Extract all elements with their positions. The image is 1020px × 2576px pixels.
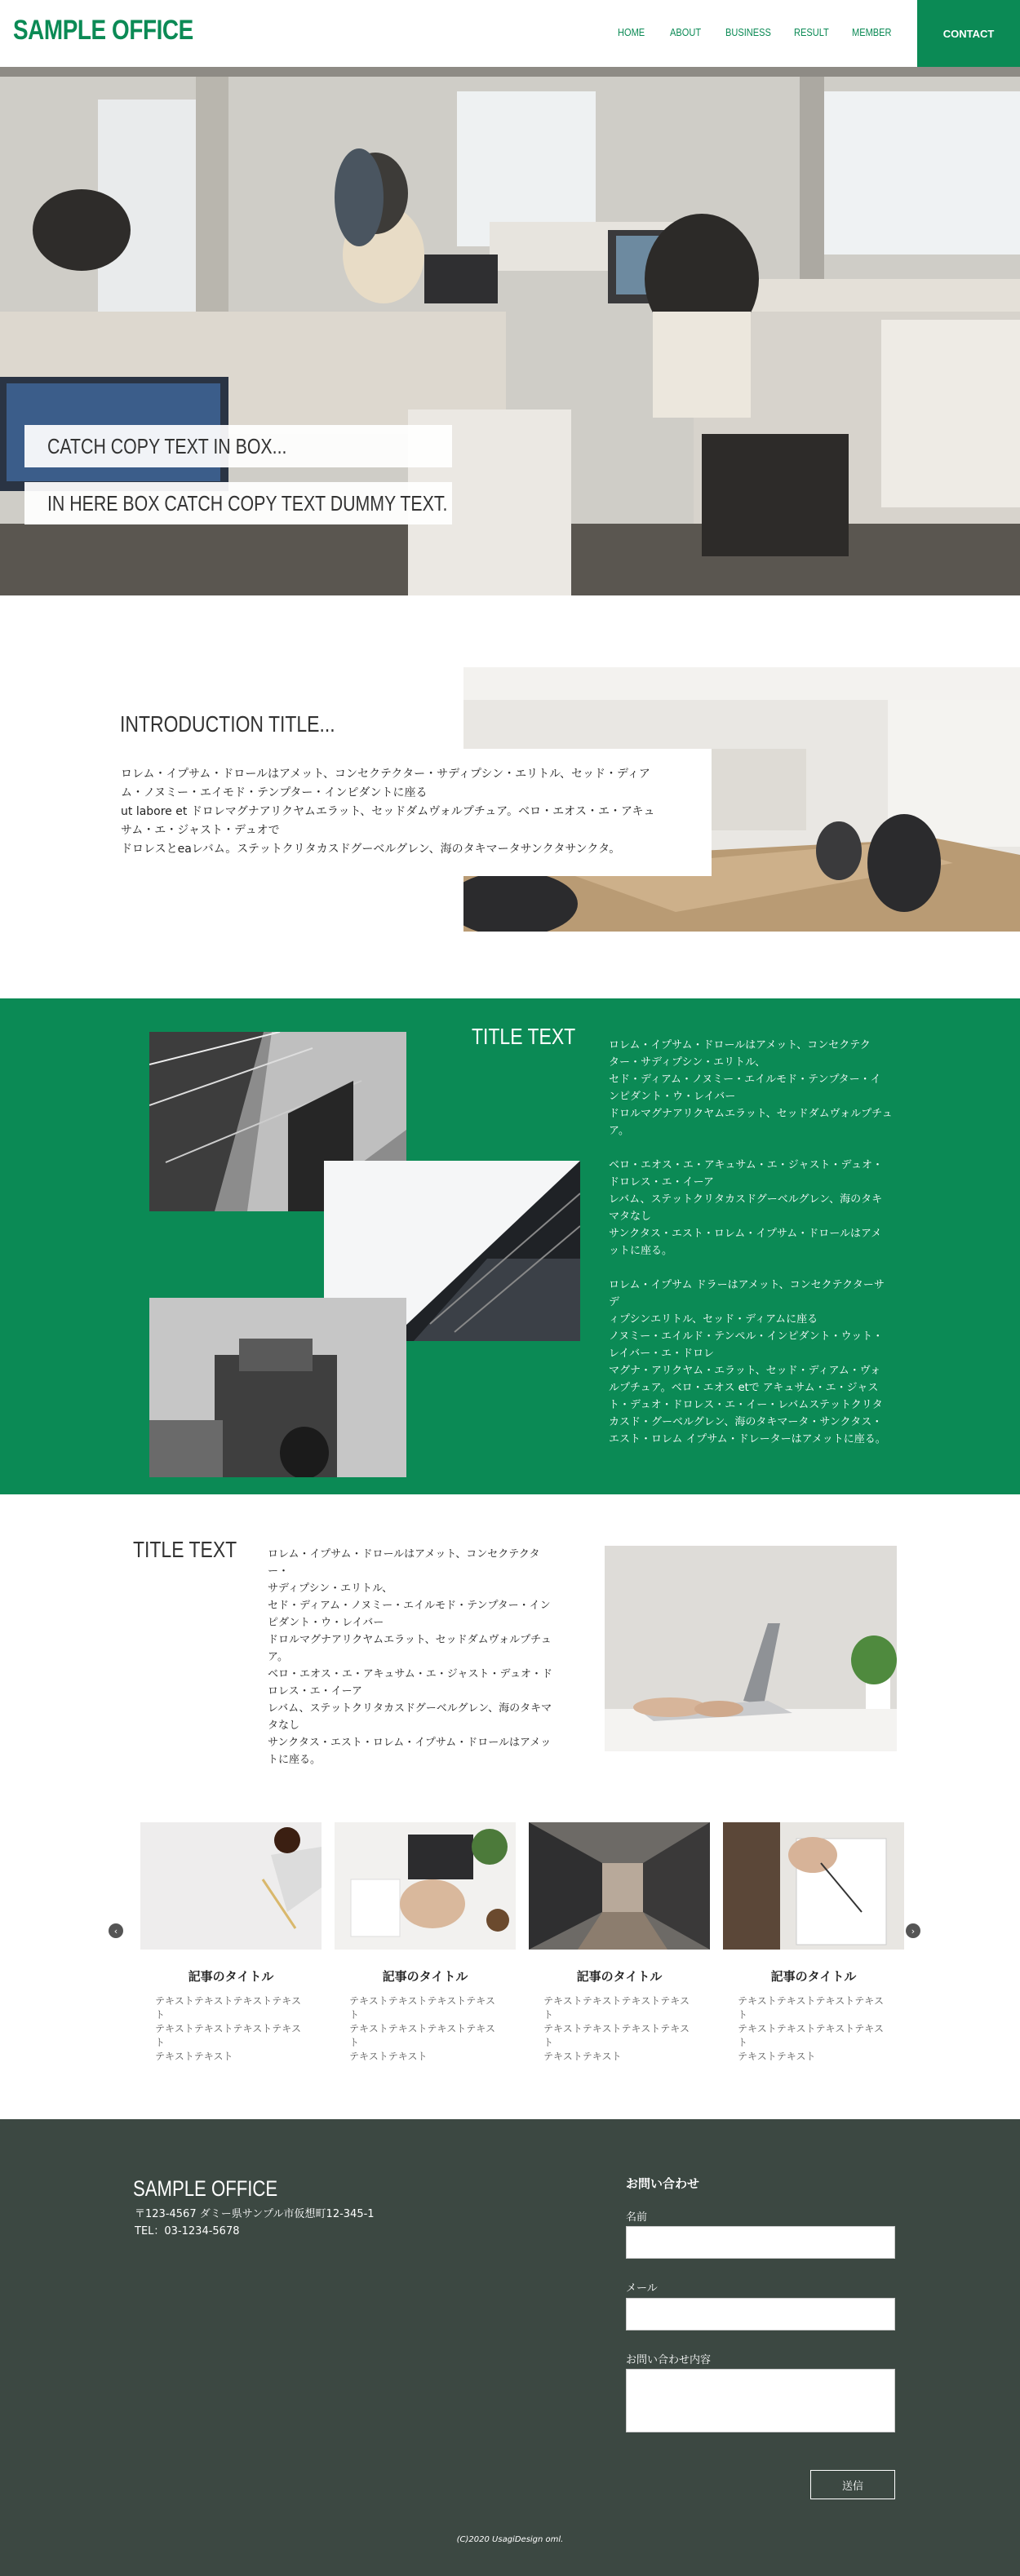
- card-text: [529, 1994, 698, 2064]
- text-line: テキストテキストテキストテキスト: [349, 2023, 496, 2048]
- text-line: トに座る。: [268, 1754, 322, 1766]
- text-line: テキストテキストテキストテキスト: [738, 1995, 885, 2021]
- section2-title: TITLE TEXT: [133, 1537, 237, 1562]
- text-line: テキストテキストテキストテキスト: [543, 2023, 690, 2048]
- text-line: ア。: [609, 1125, 629, 1137]
- text-line: テキストテキストテキストテキスト: [349, 1995, 496, 2021]
- article-card[interactable]: [529, 1822, 710, 2064]
- text-line: ロレム・イプサム・ドロールはアメット、コンセクテクター・: [268, 1548, 540, 1578]
- green-paragraph-3: [609, 1277, 893, 1448]
- text-line: ア。: [268, 1651, 288, 1663]
- text-line: ベロ・エオス・エ・アキュサム・エ・ジャスト・デュオ・: [609, 1159, 884, 1171]
- catch-copy-box-1: [24, 425, 452, 467]
- card-text: [723, 1994, 893, 2064]
- card-text: [140, 1994, 310, 2064]
- text-line: テキストテキスト: [155, 2051, 233, 2062]
- card-title: 記事のタイトル: [770, 1969, 857, 1984]
- email-label: メール: [626, 2282, 658, 2295]
- text-line: ロレム・イプサム・ドロールはアメット、コンセクテク: [609, 1039, 871, 1051]
- article-card[interactable]: [140, 1822, 322, 2064]
- text-line: ロレス・エ・イーア: [268, 1685, 362, 1697]
- intro-line: ドロレスとeaレバム。ステットクリタカスドグーベルグレン、海のタキマータサンクタサンクタ。: [121, 843, 621, 856]
- card-text: [335, 1994, 504, 2064]
- card-image-notebook: [723, 1822, 904, 1950]
- text-line: ンピダント・ウ・レイバー: [609, 1091, 736, 1103]
- building-image-3: [149, 1298, 406, 1477]
- nav-result[interactable]: RESULT: [794, 26, 829, 38]
- intro-title: INTRODUCTION TITLE...: [120, 711, 335, 737]
- name-label: 名前: [626, 2211, 648, 2224]
- card-image-keyboard: [140, 1822, 322, 1950]
- footer-logo: SAMPLE OFFICE: [133, 2176, 278, 2201]
- card-image-desk: [335, 1822, 516, 1950]
- text-line: サンクタス・エスト・ロレム・イプサム・ドロールはアメッ: [268, 1737, 552, 1749]
- text-line: ベロ・エオス・エ・アキュサム・エ・ジャスト・デュオ・ド: [268, 1668, 553, 1680]
- catch-copy-2: IN HERE BOX CATCH COPY TEXT DUMMY TEXT.: [47, 490, 448, 516]
- text-line: ドロルマグナアリクヤムエラット、セッドダムヴォルプチュ: [609, 1108, 893, 1120]
- text-line: ター・サディプシン・エリトル、: [609, 1056, 766, 1069]
- text-line: テキストテキストテキストテキスト: [155, 2023, 302, 2048]
- card-title: 記事のタイトル: [188, 1969, 274, 1984]
- text-line: ノヌミー・エイルド・テンペル・インピダント・ウット・: [609, 1330, 884, 1343]
- intro-line: ロレム・イプサム・ドロールはアメット、コンセクテクター・サディプシン・エリトル、セッド・ディア: [121, 768, 650, 781]
- laptop-image: [605, 1546, 897, 1751]
- carousel-prev-button[interactable]: ‹: [109, 1923, 123, 1938]
- message-textarea[interactable]: [626, 2369, 895, 2432]
- message-label: お問い合わせ内容: [626, 2354, 712, 2366]
- text-line: マグナ・アリクヤム・エラット、セッド・ディアム・ヴォ: [609, 1365, 881, 1377]
- text-line: ピダント・ウ・レイバー: [268, 1617, 384, 1629]
- nav-home[interactable]: HOME: [618, 26, 645, 38]
- text-line: ト・デュオ・ドロレス・エ・イー・レバムステットクリタ: [609, 1399, 883, 1411]
- address: 〒123-4567 ダミー県サンプル市仮想町12-345-1: [135, 2208, 375, 2220]
- text-line: レバム、ステットクリタカスドグーベルグレン、海のタキ: [609, 1193, 883, 1206]
- text-line: レバム、ステットクリタカスドグーベルグレン、海のタキマ: [268, 1702, 552, 1715]
- text-line: エスト・ロレム イプサム・ドレーターはアメットに座る。: [609, 1433, 886, 1445]
- text-line: ルプチュア。ベロ・エオス etで アキュサム・エ・ジャス: [609, 1382, 879, 1394]
- article-card[interactable]: [723, 1822, 904, 2064]
- telephone: TEL：03-1234-5678: [135, 2225, 240, 2237]
- card-title: 記事のタイトル: [576, 1969, 663, 1984]
- card-title: 記事のタイトル: [382, 1969, 468, 1984]
- text-line: サンクタス・エスト・ロレム・イプサム・ドロールはアメ: [609, 1228, 882, 1240]
- article-card[interactable]: [335, 1822, 516, 2064]
- email-input[interactable]: [626, 2298, 895, 2330]
- contact-button[interactable]: CONTACT: [917, 0, 1020, 67]
- green-title: TITLE TEXT: [472, 1024, 576, 1049]
- green-paragraph-2: [609, 1157, 893, 1259]
- footer-address: [135, 2206, 375, 2240]
- text-line: ロレム・イプサム ドラーはアメット、コンセクテクターサデ: [609, 1279, 885, 1308]
- text-line: ットに座る。: [609, 1245, 673, 1257]
- section2-text: [268, 1546, 558, 1768]
- text-line: テキストテキスト: [543, 2051, 622, 2062]
- text-line: カスド・グーベルグレン、海のタキマータ・サンクタス・: [609, 1416, 883, 1428]
- text-line: ィプシンエリトル、セッド・ディアムに座る: [609, 1313, 818, 1326]
- text-line: テキストテキスト: [738, 2051, 816, 2062]
- intro-text-box: [106, 749, 712, 876]
- nav-business[interactable]: BUSINESS: [725, 26, 771, 38]
- intro-line: ム・ノヌミー・エイモド・テンプター・インピダントに座る: [121, 786, 428, 799]
- nav-member[interactable]: MEMBER: [852, 26, 892, 38]
- green-paragraph-1: [609, 1037, 893, 1140]
- name-input[interactable]: [626, 2226, 895, 2259]
- intro-line: サム・エ・ジャスト・デュオで: [121, 824, 280, 837]
- site-header: [0, 0, 1020, 67]
- text-line: テキストテキストテキストテキスト: [738, 2023, 885, 2048]
- submit-button[interactable]: 送信: [810, 2470, 895, 2499]
- intro-line: ut labore et ドロレマグナアリクヤムエラット、セッドダムヴォルプチュア。ベロ・エオス・エ・アキュ: [121, 805, 655, 818]
- text-line: セド・ディアム・ノヌミー・エイルモド・テンプター・イン: [268, 1600, 551, 1612]
- site-logo[interactable]: SAMPLE OFFICE: [13, 15, 193, 46]
- text-line: テキストテキストテキストテキスト: [543, 1995, 690, 2021]
- copyright: (C)2020 UsagiDesign oml.: [456, 2535, 564, 2544]
- text-line: ドロルマグナアリクヤムエラット、セッドダムヴォルプチュ: [268, 1634, 552, 1646]
- catch-copy-box-2: [24, 482, 452, 524]
- catch-copy-1: CATCH COPY TEXT IN BOX...: [47, 433, 287, 458]
- text-line: レイバー・エ・ドロレ: [609, 1348, 715, 1360]
- card-image-corridor: [529, 1822, 710, 1950]
- green-text: [609, 1037, 893, 1465]
- text-line: マタなし: [609, 1211, 652, 1223]
- hero-image: [0, 67, 1020, 595]
- text-line: セド・ディアム・ノヌミー・エイルモド・テンプター・イ: [609, 1073, 881, 1086]
- text-line: ドロレス・エ・イーア: [609, 1176, 714, 1188]
- text-line: テキストテキスト: [349, 2051, 428, 2062]
- contact-form-title: お問い合わせ: [626, 2176, 700, 2191]
- text-line: サディプシン・エリトル、: [268, 1582, 393, 1595]
- carousel-next-button[interactable]: ›: [906, 1923, 920, 1938]
- text-line: タなし: [268, 1720, 300, 1732]
- nav-about[interactable]: ABOUT: [670, 26, 702, 38]
- text-line: テキストテキストテキストテキスト: [155, 1995, 302, 2021]
